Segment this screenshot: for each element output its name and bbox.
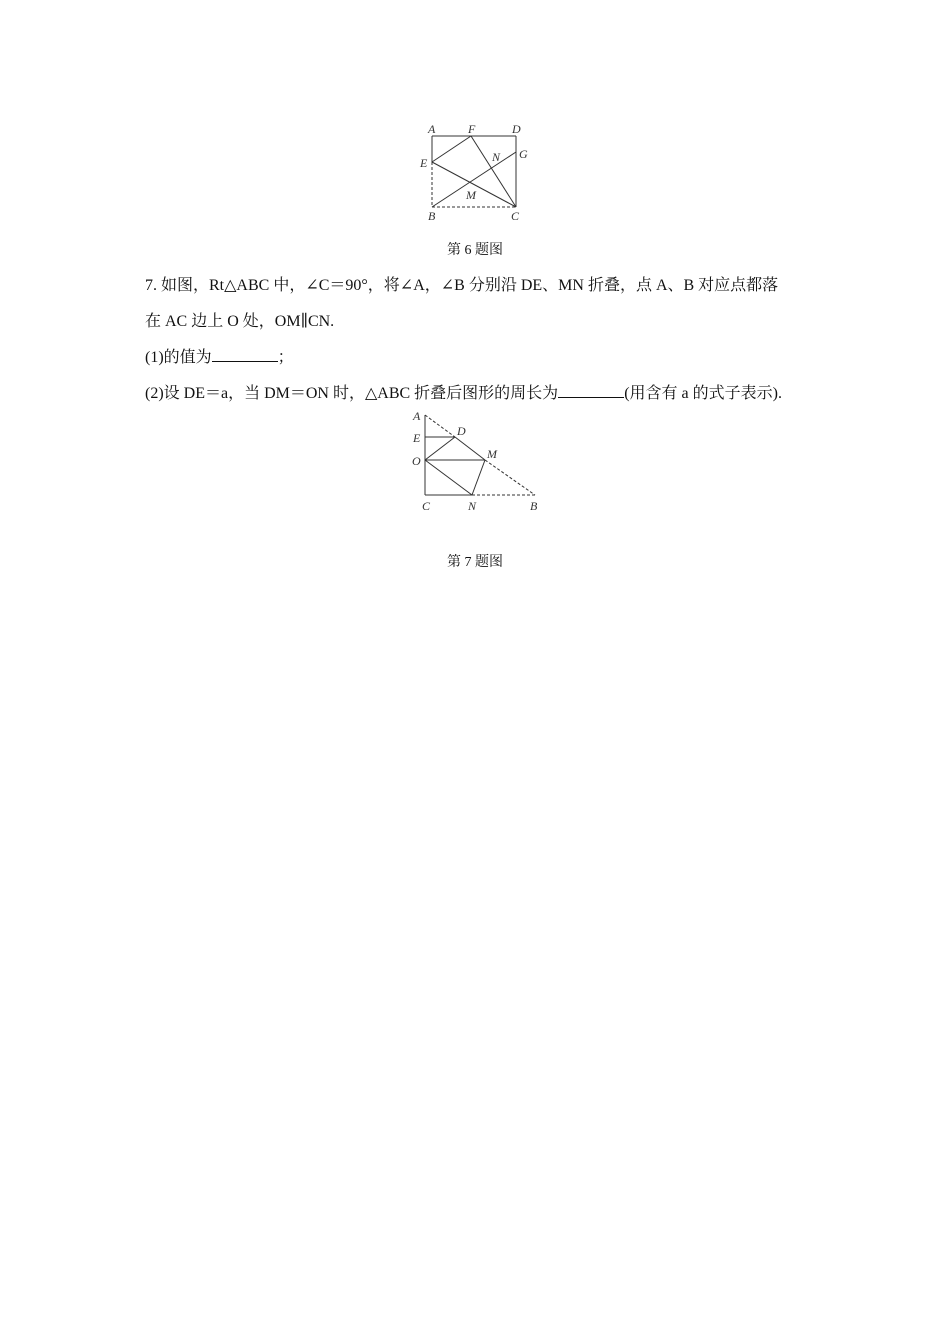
label-C: C (511, 209, 520, 223)
part-2-suffix: (用含有 a 的式子表示). (624, 385, 782, 402)
problem-7-part-2 (145, 380, 782, 403)
label-A: A (413, 409, 421, 423)
part-1-suffix: ； (277, 349, 294, 366)
label-D: D (512, 122, 521, 136)
label-B: B (428, 209, 436, 223)
part-1-text: (1)的值为 (145, 349, 212, 366)
label-G: G (519, 147, 528, 161)
label-E: E (413, 431, 421, 445)
label-D: D (457, 424, 466, 438)
answer-blank-1 (212, 347, 278, 362)
label-A: A (428, 122, 436, 136)
part-2-text: (2)设 DE＝a，当 DM＝ON 时，△ABC 折叠后图形的周长为 (145, 385, 559, 402)
answer-blank-2 (558, 383, 624, 398)
problem-7-line-2: 在 AC 边上 O 处，OM∥CN. (145, 313, 335, 330)
problem-7-line-1: 7. 如图，Rt△ABC 中，∠C＝90°，将∠A，∠B 分别沿 DE、MN 折叠，点 A、B 对应点都落 (145, 277, 779, 294)
label-C: C (422, 499, 431, 513)
label-M: M (466, 188, 476, 202)
figure-7-diagram (400, 405, 550, 515)
label-E: E (420, 156, 428, 170)
label-B: B (530, 499, 538, 513)
label-M: M (487, 447, 497, 461)
label-N: N (468, 499, 477, 513)
label-N: N (492, 150, 501, 164)
label-F: F (468, 122, 476, 136)
figure-6-caption: 第 6 题图 (447, 243, 503, 258)
problem-7-part-1 (145, 344, 294, 367)
figure-6-diagram (410, 115, 540, 225)
label-O: O (412, 454, 421, 468)
figure-7-caption: 第 7 题图 (447, 555, 503, 570)
